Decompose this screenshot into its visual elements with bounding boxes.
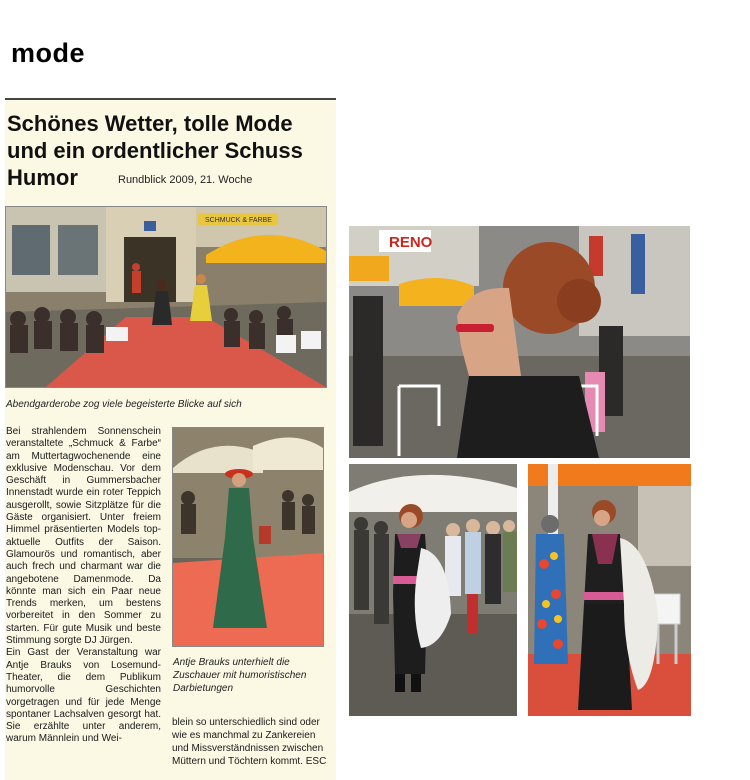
- store-sign-text: SCHMUCK & FARBE: [205, 217, 272, 224]
- section-label: mode: [11, 38, 86, 68]
- article-body-column-1: [6, 426, 161, 746]
- clipping-top-rule: [5, 98, 336, 100]
- model-profile-red-glasses-photo: [349, 226, 690, 458]
- body-paragraph-2: Ein Gast der Veranstaltung war Antje Brauks von Losemund-Theater, die dem Publikum humorvolle Geschichten vorgetragen und für jede Menge spontaner Lachsalven gesorgt hat. Sie erzählte unter anderem, warum Männlein und Wei-: [6, 647, 161, 745]
- body-paragraph-1: Bei strahlendem Sonnenschein veranstaltete „Schmuck & Farbe“ am Muttertagwochenende eine exklusive Modenschau. Vor dem Geschäft in Gummersbacher Innenstadt wurde ein roter Teppich ausgerollt, sowie Sitzplätze für die Gäste organisiert. Unter freiem Himmel präsentierten Models top-aktuelle Outfits der Saison. Glamourös und romantisch, aber auch frech und charmant war die angebotene Damenmode. Da könnte man sich ein Paar neue Trends merken, um bestens vorbereitet in den Sommer zu starten. Für gute Musik und beste Stimmung sorgte DJ Jürgen.: [6, 426, 161, 647]
- model-black-outfit-crowd-photo: [349, 464, 517, 716]
- performer-green-dress-photo: [172, 427, 324, 647]
- photo1-caption: Abendgarderobe zog viele begeisterte Blicke auf sich: [6, 399, 242, 410]
- newspaper-clipping: [5, 98, 336, 780]
- model-floral-mannequin-photo: [528, 464, 691, 716]
- fashion-show-street-photo: [5, 206, 327, 388]
- reno-sign-text: RENO: [389, 234, 433, 251]
- article-body-column-2: blein so unterschiedlich sind oder wie es manchmal zu Zankereien und Missverständnissen zwischen Müttern und Töchtern kommt. ESC: [172, 717, 327, 767]
- photo2-caption: Antje Brauks unterhielt die Zuschauer mit humoristischen Darbietungen: [173, 657, 307, 694]
- article-headline: Schönes Wetter, tolle Mode und ein ordentlicher Schuss Humor: [7, 111, 303, 190]
- article-source: Rundblick 2009, 21. Woche: [118, 174, 253, 186]
